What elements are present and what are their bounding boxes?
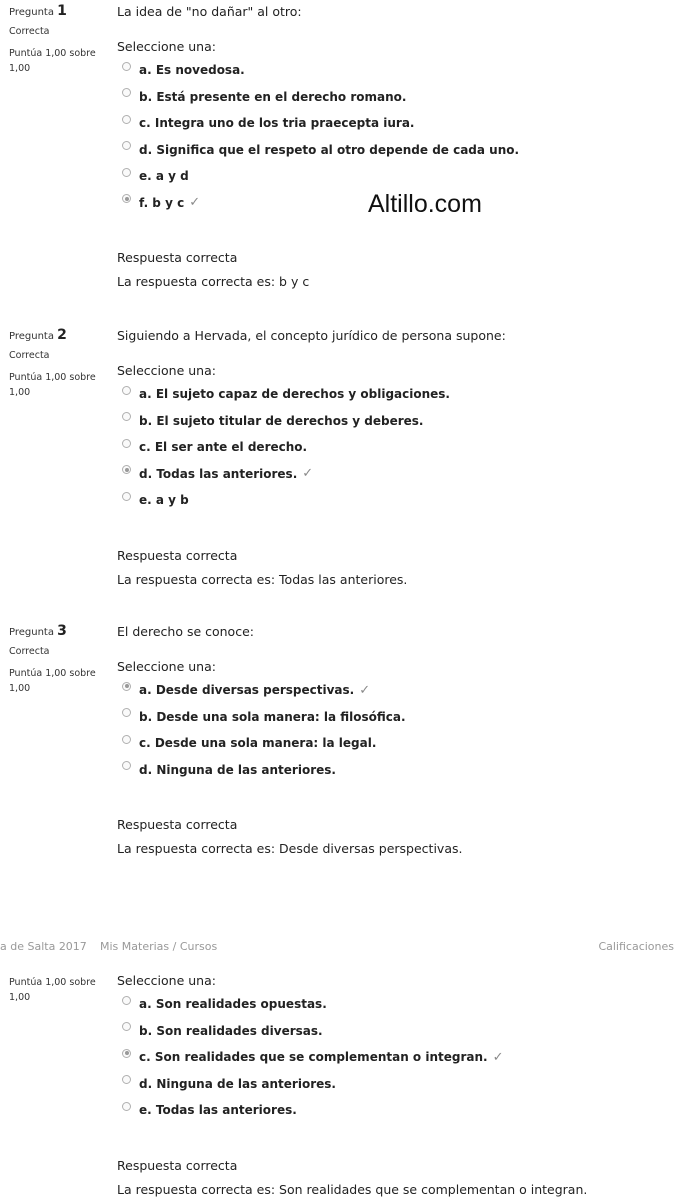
select-one-prompt: Seleccione una: bbox=[117, 973, 216, 988]
feedback-status: Respuesta correcta bbox=[117, 547, 238, 563]
select-one-prompt: Seleccione una: bbox=[117, 659, 216, 674]
question-number: Pregunta 2 bbox=[9, 327, 67, 343]
radio-button[interactable] bbox=[122, 141, 131, 150]
answer-list bbox=[122, 991, 692, 1124]
feedback-status: Respuesta correcta bbox=[117, 817, 238, 832]
radio-button[interactable] bbox=[122, 62, 131, 71]
question-state: Correcta bbox=[9, 26, 50, 37]
radio-button-selected[interactable] bbox=[122, 682, 131, 691]
navbar bbox=[0, 938, 700, 958]
answer-option[interactable]: b. El sujeto titular de derechos y deberes. bbox=[122, 408, 692, 435]
question-content bbox=[117, 4, 692, 290]
radio-button[interactable] bbox=[122, 115, 131, 124]
radio-button[interactable] bbox=[122, 761, 131, 770]
answer-option-selected[interactable]: a. Desde diversas perspectivas. ✓ bbox=[122, 677, 692, 704]
question-number: Pregunta 3 bbox=[9, 623, 67, 639]
question-info bbox=[9, 328, 109, 400]
answer-option[interactable]: a. Es novedosa. bbox=[122, 57, 692, 84]
answer-option-selected[interactable]: c. Son realidades que se complementan o integran. ✓ bbox=[122, 1044, 692, 1071]
answer-option[interactable]: e. a y b bbox=[122, 487, 692, 514]
answer-option[interactable]: a. El sujeto capaz de derechos y obligaciones. bbox=[122, 381, 692, 408]
feedback-status: Respuesta correcta bbox=[117, 250, 238, 265]
question-grade: Puntúa 1,00 sobre 1,00 bbox=[9, 48, 96, 74]
answer-option[interactable]: a. Son realidades opuestas. bbox=[122, 991, 692, 1018]
question-state: Correcta bbox=[9, 646, 50, 657]
answer-option[interactable]: d. Significa que el respeto al otro depende de cada uno. bbox=[122, 137, 692, 164]
answer-option[interactable]: d. Ninguna de las anteriores. bbox=[122, 1071, 692, 1098]
radio-button-selected[interactable] bbox=[122, 465, 131, 474]
checkmark-icon: ✓ bbox=[189, 195, 201, 211]
radio-button-selected[interactable] bbox=[122, 194, 131, 203]
question-number: Pregunta 1 bbox=[9, 3, 67, 19]
radio-button[interactable] bbox=[122, 1075, 131, 1084]
question-info bbox=[9, 4, 109, 76]
radio-button[interactable] bbox=[122, 439, 131, 448]
radio-button[interactable] bbox=[122, 708, 131, 717]
answer-option[interactable]: b. Son realidades diversas. bbox=[122, 1018, 692, 1045]
radio-button[interactable] bbox=[122, 735, 131, 744]
answer-option-selected[interactable]: d. Todas las anteriores. ✓ bbox=[122, 461, 692, 488]
radio-button[interactable] bbox=[122, 1022, 131, 1031]
question-text: Siguiendo a Hervada, el concepto jurídico de persona supone: bbox=[117, 328, 506, 343]
watermark: Altillo.com bbox=[368, 190, 482, 218]
question-text: La idea de "no dañar" al otro: bbox=[117, 4, 302, 19]
radio-button[interactable] bbox=[122, 1102, 131, 1111]
question-state: Correcta bbox=[9, 350, 50, 361]
question-text: El derecho se conoce: bbox=[117, 624, 254, 639]
select-one-prompt: Seleccione una: bbox=[117, 39, 216, 54]
checkmark-icon: ✓ bbox=[492, 1049, 504, 1065]
right-answer: La respuesta correcta es: Todas las anteriores. bbox=[117, 571, 408, 587]
nav-grades-link[interactable]: Calificaciones bbox=[598, 940, 674, 953]
right-answer: La respuesta correcta es: Desde diversas perspectivas. bbox=[117, 841, 463, 856]
radio-button[interactable] bbox=[122, 168, 131, 177]
answer-option[interactable]: b. Está presente en el derecho romano. bbox=[122, 84, 692, 111]
checkmark-icon: ✓ bbox=[359, 682, 371, 698]
question-grade: Puntúa 1,00 sobre 1,00 bbox=[9, 668, 96, 694]
radio-button[interactable] bbox=[122, 492, 131, 501]
feedback-status: Respuesta correcta bbox=[117, 1157, 238, 1173]
radio-button-selected[interactable] bbox=[122, 1049, 131, 1058]
answer-option[interactable]: d. Ninguna de las anteriores. bbox=[122, 757, 692, 784]
answer-list bbox=[122, 677, 692, 783]
radio-button[interactable] bbox=[122, 386, 131, 395]
question-grade: Puntúa 1,00 sobre 1,00 bbox=[9, 977, 96, 1003]
radio-button[interactable] bbox=[122, 88, 131, 97]
answer-option[interactable]: c. Integra uno de los tria praecepta iura. bbox=[122, 110, 692, 137]
answer-list bbox=[122, 381, 692, 514]
answer-option[interactable]: e. a y d bbox=[122, 163, 692, 190]
question-grade: Puntúa 1,00 sobre 1,00 bbox=[9, 372, 96, 398]
question-content bbox=[117, 328, 692, 588]
question-info bbox=[9, 624, 109, 696]
question-content bbox=[117, 973, 692, 1198]
checkmark-icon: ✓ bbox=[302, 466, 314, 482]
question-info bbox=[9, 973, 109, 1005]
select-one-prompt: Seleccione una: bbox=[117, 363, 216, 378]
answer-option[interactable]: c. El ser ante el derecho. bbox=[122, 434, 692, 461]
radio-button[interactable] bbox=[122, 996, 131, 1005]
nav-courses-link[interactable]: Mis Materias / Cursos bbox=[100, 940, 218, 953]
answer-option-selected[interactable]: f. b y c ✓ bbox=[122, 190, 692, 217]
radio-button[interactable] bbox=[122, 412, 131, 421]
question-content bbox=[117, 624, 692, 857]
right-answer: La respuesta correcta es: b y c bbox=[117, 274, 310, 289]
answer-option[interactable]: c. Desde una sola manera: la legal. bbox=[122, 730, 692, 757]
right-answer: La respuesta correcta es: Son realidades que se complementan o integran. bbox=[117, 1181, 588, 1197]
answer-option[interactable]: e. Todas las anteriores. bbox=[122, 1097, 692, 1124]
answer-option[interactable]: b. Desde una sola manera: la filosófica. bbox=[122, 704, 692, 731]
nav-site-link[interactable]: a de Salta 2017 bbox=[0, 940, 87, 953]
